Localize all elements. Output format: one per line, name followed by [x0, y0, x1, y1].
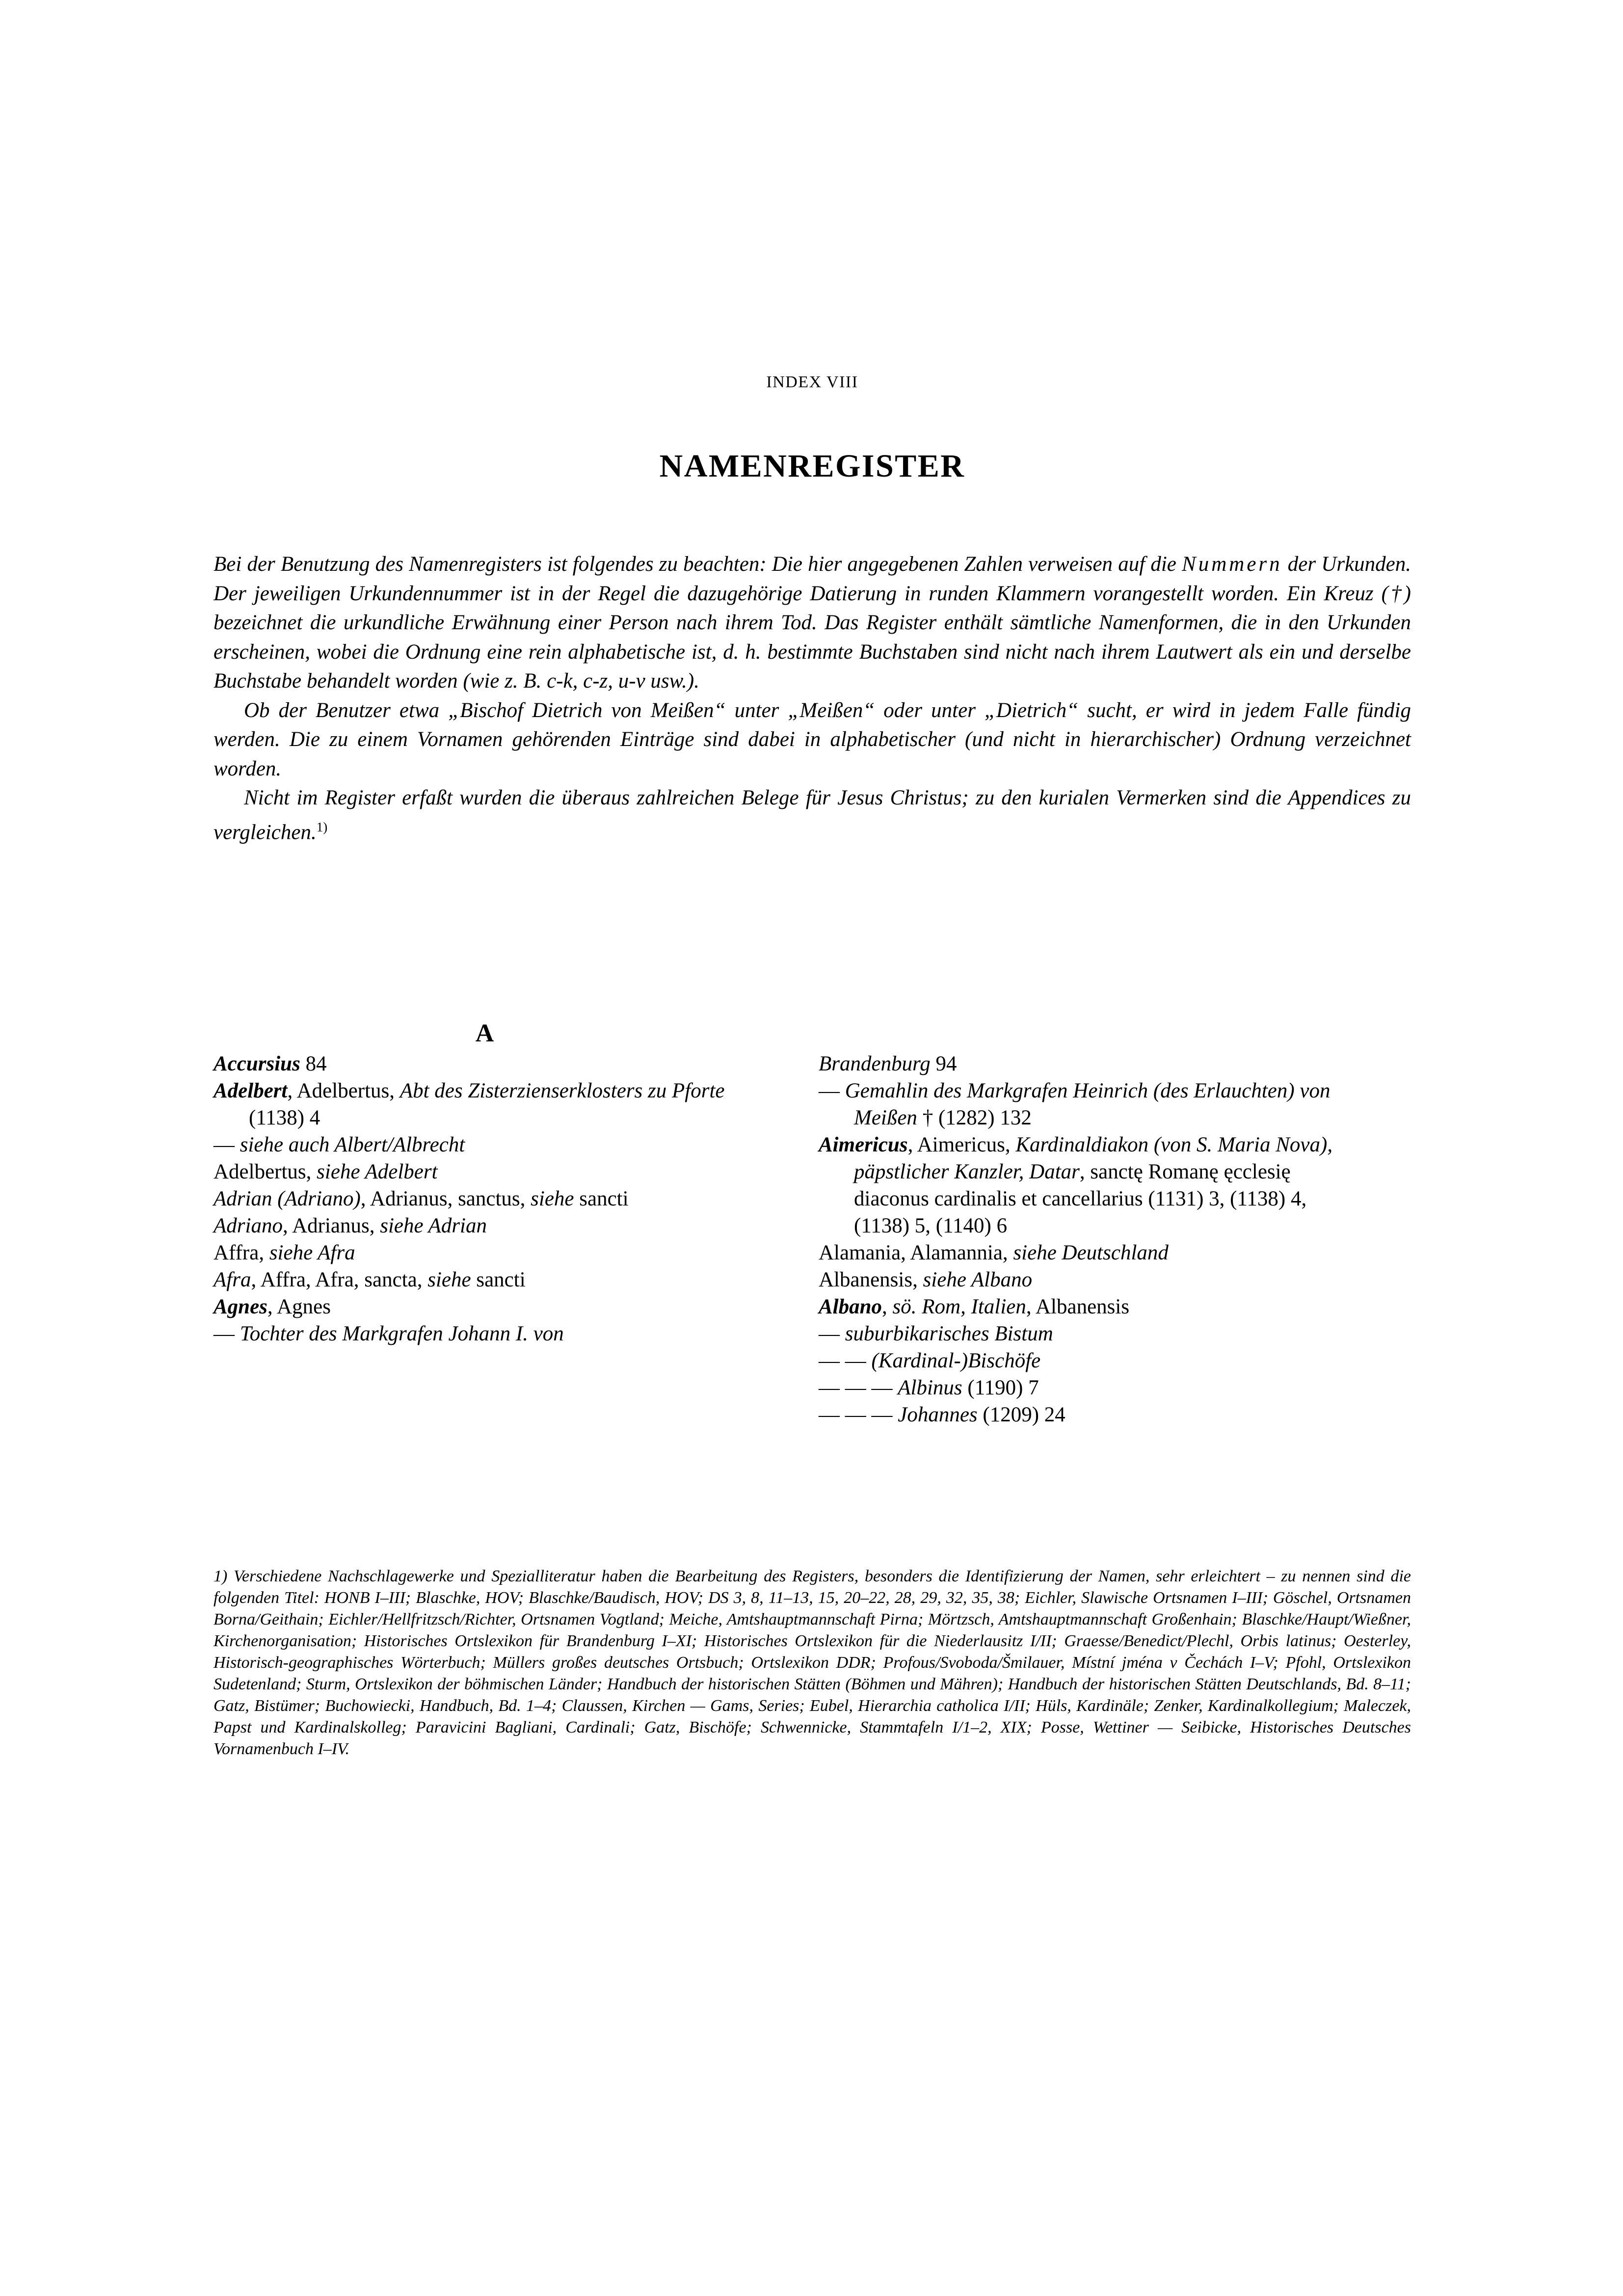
- footnote-number: 1): [213, 1567, 228, 1585]
- index-entry-run-italic: Afra: [213, 1268, 251, 1291]
- index-entry: [819, 1374, 1361, 1401]
- intro-p1-part-a: Bei der Benutzung des Namenregisters ist folgendes zu beachten: Die hier angegebenen Zahlen verweisen auf die: [213, 553, 1182, 576]
- index-entry-run-roman: 84: [300, 1052, 327, 1075]
- index-entry-run-dash: — — —: [819, 1376, 898, 1399]
- index-entry-run-headword: Agnes: [213, 1295, 267, 1318]
- index-entry-run-roman: , Aimericus,: [907, 1133, 1016, 1156]
- index-entry-run-roman: , Albanensis: [1026, 1295, 1130, 1318]
- index-columns: [213, 1021, 1411, 1487]
- index-entry-run-headword: Accursius: [213, 1052, 300, 1075]
- index-entry-run-roman: † (1282) 132: [922, 1106, 1032, 1129]
- index-entry-run-roman: , Adrianus,: [282, 1214, 380, 1237]
- page-title: NAMENREGISTER: [659, 448, 965, 484]
- index-entry-run-italic: siehe: [427, 1268, 477, 1291]
- index-entry-run-italic: Abt des Zisterzienserklosters zu Pforte: [399, 1079, 725, 1102]
- index-entry: [819, 1320, 1361, 1347]
- index-entry: [213, 1239, 756, 1266]
- index-entry-run-italic: (Kardinal-)Bischöfe: [871, 1349, 1041, 1372]
- index-entry-run-italic: Brandenburg: [819, 1052, 931, 1075]
- index-entry: [213, 1131, 756, 1158]
- index-letter-heading: A: [475, 1019, 494, 1047]
- index-entry-run-italic: Albinus: [898, 1376, 962, 1399]
- index-entry: [213, 1050, 756, 1077]
- index-letter-heading-spacer: [819, 1021, 1361, 1050]
- index-entry-run-italic: siehe Deutschland: [1013, 1241, 1169, 1264]
- intro-p1-part-b: der Urkunden. Der jeweiligen Urkundennummer ist in der Regel die dazugehörige Datierung in runden Klammern vorangestellt worden. Ein Kreuz (†) bezeichnet die urkundliche Erwähnung einer Person nach ihrem Tod. Das Register enthält sämtliche Namenformen, die in den Urkunden erscheinen, wobei die Ordnung eine rein alphabetische ist, d. h. bestimmte Buchstaben sind nicht nach ihrem Lautwert als ein und derselbe Buchstabe behandelt worden (wie z. B. c-k, c-z, u-v usw.).: [213, 553, 1411, 693]
- index-column-right: [819, 1021, 1361, 1428]
- index-entry: [819, 1239, 1361, 1266]
- running-head: INDEX VIII: [766, 373, 858, 391]
- index-entry-run-dash: —: [213, 1133, 240, 1156]
- index-entry-run-headword: Adelbert: [213, 1079, 288, 1102]
- index-entry: [213, 1212, 756, 1239]
- index-entry-run-dash: —: [819, 1079, 845, 1102]
- index-entry: [819, 1293, 1361, 1320]
- index-entry-run-dash: —: [819, 1322, 845, 1345]
- index-entry-run-roman: Alamania, Alamannia,: [819, 1241, 1013, 1264]
- index-entry-run-dash: —: [213, 1322, 240, 1345]
- index-entry: [819, 1131, 1361, 1239]
- index-entry-run-roman: , Adelbertus,: [287, 1079, 400, 1102]
- index-entry: [819, 1050, 1361, 1077]
- index-entry-run-italic: Tochter des Markgrafen Johann I. von: [239, 1322, 564, 1345]
- index-entry: [213, 1293, 756, 1320]
- index-column-left: [213, 1021, 756, 1347]
- intro-paragraph-1: [213, 550, 1411, 696]
- index-entry-run-italic: sö. Rom, Italien: [892, 1295, 1026, 1318]
- index-entry-run-roman: (1190) 7: [962, 1376, 1039, 1399]
- index-entry-run-headword: Albano: [819, 1295, 882, 1318]
- index-entry-run-roman: , Adrianus, sanctus,: [360, 1187, 531, 1210]
- index-entry-run-italic: siehe Albano: [923, 1268, 1033, 1291]
- index-entry-run-italic: siehe Adelbert: [317, 1160, 438, 1183]
- index-entry: [213, 1077, 756, 1131]
- introduction-block: [213, 550, 1411, 847]
- index-entry-run-italic: suburbikarisches Bistum: [845, 1322, 1053, 1345]
- index-entry-run-dash: — — —: [819, 1403, 898, 1426]
- footnote-paragraph: [213, 1566, 1411, 1760]
- index-entry-run-italic: Johannes: [898, 1403, 978, 1426]
- index-entry-run-roman: sancti: [476, 1268, 526, 1291]
- index-entry-run-roman: (1138) 4: [249, 1106, 320, 1129]
- index-entry: [819, 1347, 1361, 1374]
- index-entry-run-roman: 94: [930, 1052, 957, 1075]
- index-entry-run-roman: Affra,: [213, 1241, 269, 1264]
- index-entry-list-left: [213, 1050, 756, 1347]
- intro-p3-text: Nicht im Register erfaßt wurden die überaus zahlreichen Belege für Jesus Christus; zu den kurialen Vermerken sind die Appendices zu vergleichen.: [213, 786, 1411, 844]
- index-entry: [819, 1077, 1361, 1131]
- index-entry-run-italic: Gemahlin des Markgrafen Heinrich (des Erlauchten) von Meißen: [845, 1079, 1330, 1129]
- intro-paragraph-2: Ob der Benutzer etwa „Bischof Dietrich von Meißen“ unter „Meißen“ oder unter „Dietrich“ sucht, er wird in jedem Falle fündig werden. Die zu einem Vornamen gehörenden Einträge sind dabei in alphabetischer (und nicht in hierarchischer) Ordnung verzeichnet worden.: [213, 698, 1411, 780]
- intro-p1-spaced-nummern: Nummern: [1182, 553, 1282, 576]
- index-entry-list-right: [819, 1050, 1361, 1428]
- index-entry-run-italic: Kardinaldiakon (von S. Maria Nova), päpstlicher Kanzler, Datar: [854, 1133, 1333, 1183]
- index-entry-run-italic: siehe Adrian: [380, 1214, 487, 1237]
- index-entry-run-italic: siehe auch Albert/Albrecht: [239, 1133, 465, 1156]
- index-entry: [213, 1320, 756, 1347]
- index-entry-run-roman: , Agnes: [267, 1295, 331, 1318]
- index-entry-run-italic: siehe Afra: [269, 1241, 355, 1264]
- index-entry-run-roman: ,: [882, 1295, 893, 1318]
- footnote-block: [213, 1566, 1411, 1760]
- index-entry: [819, 1266, 1361, 1293]
- index-entry-run-headword: Aimericus: [819, 1133, 908, 1156]
- footnote-text: Verschiedene Nachschlagewerke und Spezialliteratur haben die Bearbeitung des Registers, besonders die Identifizierung der Namen, sehr erleichtert – zu nennen sind die folgenden Titel: HONB I–III; Blaschke, HOV; Blaschke/Baudisch, HOV; DS 3, 8, 11–13, 15, 20–22, 28, 29, 32, 35, 38; Eichler, Slawische Ortsnamen I–III; Göschel, Ortsnamen Borna/Geithain; Eichler/Hellfritzsch/Richter, Ortsnamen Vogtland; Meiche, Amtshauptmannschaft Pirna; Mörtzsch, Amtshauptmannschaft Großenhain; Blaschke/Haupt/Wießner, Kirchenorganisation; Historisches Ortslexikon für Brandenburg I–XI; Historisches Ortslexikon für die Niederlausitz I/II; Graesse/Benedict/Plechl, Orbis latinus; Oesterley, Historisch-geographisches Wörterbuch; Müllers großes deutsches Ortsbuch; Ortslexikon DDR; Profous/Svoboda/Šmilauer, Místní jména v Čechách I–V; Pfohl, Ortslexikon Sudetenland; Sturm, Ortslexikon der böhmischen Länder; Handbuch der historischen Stätten (Böhmen und Mähren); Handbuch der historischen Stätten Deutschlands, Bd. 8–11; Gatz, Bistümer; Buchowiecki, Handbuch, Bd. 1–4; Claussen, Kirchen — Gams, Series; Eubel, Hierarchia catholica I/II; Hüls, Kardinäle; Zenker, Kardinalkollegium; Maleczek, Papst und Kardinalskolleg; Paravicini Bagliani, Cardinali; Gatz, Bischöfe; Schwennicke, Stammtafeln I/1–2, XIX; Posse, Wettiner — Seibicke, Historisches Deutsches Vornamenbuch I–IV.: [213, 1567, 1411, 1758]
- footnote-reference-marker[interactable]: 1): [316, 819, 328, 834]
- index-entry-run-dash: — —: [819, 1349, 872, 1372]
- index-entry-run-roman: , Affra, Afra, sancta,: [251, 1268, 428, 1291]
- index-entry-run-italic: siehe: [531, 1187, 580, 1210]
- index-entry-run-italic: Adrian (Adriano): [213, 1187, 361, 1210]
- index-entry: [213, 1185, 756, 1212]
- index-entry: [819, 1401, 1361, 1428]
- index-entry-run-roman: Albanensis,: [819, 1268, 923, 1291]
- index-entry-run-roman: Adelbertus,: [213, 1160, 317, 1183]
- index-entry: [213, 1158, 756, 1185]
- intro-paragraph-3: [213, 783, 1411, 847]
- index-entry-run-roman: (1209) 24: [977, 1403, 1065, 1426]
- index-entry-run-roman: , sanctę Romanę ęcclesię diaconus cardinalis et cancellarius (1131) 3, (1138) 4, (1138) 5, (1140) 6: [854, 1160, 1307, 1237]
- index-entry-run-roman: sancti: [579, 1187, 629, 1210]
- index-entry-run-italic: Adriano: [213, 1214, 283, 1237]
- index-entry: [213, 1266, 756, 1293]
